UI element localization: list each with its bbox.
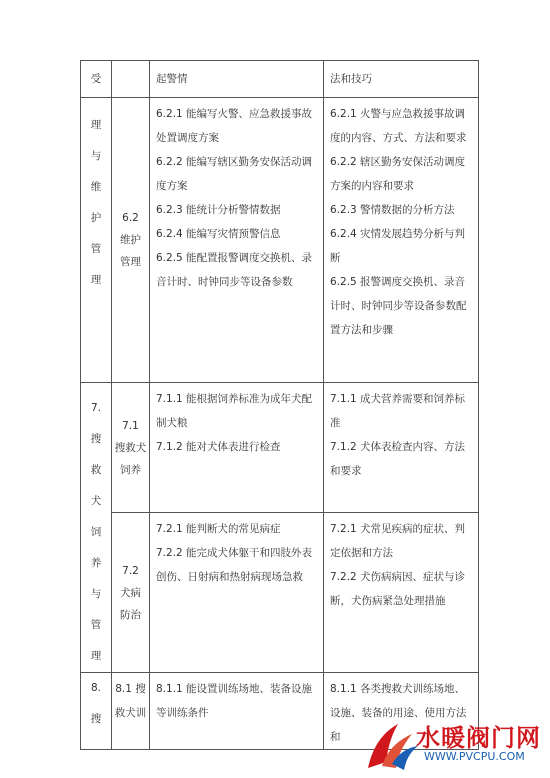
knowledge-item: 7.2.1 犬常见疾病的症状、判定依据和方法 — [330, 523, 466, 560]
subcategory-cell: 8.1 搜 救犬训 — [112, 673, 150, 750]
table-row — [81, 61, 479, 98]
category-cell: 8. 搜 — [81, 673, 112, 750]
table-row — [81, 98, 479, 383]
subcategory-cell: 6.2 维护 管理 — [112, 98, 150, 383]
knowledge-text: 法和技巧 — [330, 73, 372, 85]
skill-item: 7.1.1 能根据饲养标准为成年犬配制犬粮 — [156, 393, 313, 429]
watermark-logo — [362, 714, 542, 772]
skill-item: 6.2.4 能编写灾情预警信息 — [156, 228, 281, 240]
skill-item: 6.2.1 能编写火警、应急救援事故处置调度方案 — [156, 108, 313, 144]
subcategory-cell: 7.1 搜救犬 饲养 — [112, 383, 150, 513]
pv-logo-icon — [362, 714, 422, 772]
subcategory-cell — [112, 61, 150, 98]
table-row — [81, 383, 479, 513]
skill-item: 7.2.2 能完成犬体躯干和四肢外表创伤、日射病和热射病现场急救 — [156, 547, 313, 584]
knowledge-item: 7.2.2 犬伤病病因、症状与诊断，犬伤病紧急处理措施 — [330, 571, 466, 608]
standards-table — [80, 60, 479, 750]
knowledge-item: 7.1.2 犬体表检查内容、方法和要求 — [330, 441, 466, 477]
knowledge-cell — [324, 513, 479, 673]
knowledge-item: 7.1.1 成犬营养需要和饲养标准 — [330, 393, 466, 429]
category-cell: 7. 搜 救 犬 饲 养 与 管 理 — [81, 383, 112, 673]
skill-item: 6.2.3 能统计分析警情数据 — [156, 204, 281, 216]
knowledge-item: 6.2.3 警情数据的分析方法 — [330, 204, 455, 216]
skill-cell — [150, 98, 324, 383]
knowledge-item: 6.2.5 报警调度交换机、录音计时、时钟同步等设备参数配置方法和步骤 — [330, 276, 467, 336]
table-row — [81, 513, 479, 673]
knowledge-item: 8.1.1 各类搜救犬训练场地、设施、装备的用途、使用方法和 — [330, 683, 467, 743]
category-cell: 受 — [81, 61, 112, 98]
knowledge-item: 6.2.1 火警与应急救援事故调度的内容、方式、方法和要求 — [330, 108, 467, 144]
subcategory-cell: 7.2 犬病 防治 — [112, 513, 150, 673]
watermark-title: 水暖阀门网 — [416, 724, 541, 752]
knowledge-item: 6.2.4 灾情发展趋势分析与判断 — [330, 228, 466, 264]
category-cell: 理 与 维 护 管 理 — [81, 98, 112, 383]
knowledge-cell — [324, 98, 479, 383]
knowledge-cell — [324, 383, 479, 513]
skill-cell — [150, 383, 324, 513]
skill-text: 起警情 — [156, 73, 188, 85]
skill-item: 7.1.2 能对犬体表进行检查 — [156, 441, 281, 453]
knowledge-item: 6.2.2 辖区勤务安保活动调度方案的内容和要求 — [330, 156, 466, 192]
skill-item: 6.2.5 能配置报警调度交换机、录音计时、时钟同步等设备参数 — [156, 252, 313, 288]
skill-item: 8.1.1 能设置训练场地、装备设施等训练条件 — [156, 683, 313, 719]
skill-item: 6.2.2 能编写辖区勤务安保活动调度方案 — [156, 156, 313, 192]
knowledge-cell — [324, 61, 479, 98]
watermark-url: WWW.PVCPU.COM — [424, 750, 525, 763]
skill-item: 7.2.1 能判断犬的常见病症 — [156, 523, 281, 536]
skill-cell — [150, 673, 324, 750]
skill-cell — [150, 513, 324, 673]
skill-cell — [150, 61, 324, 98]
